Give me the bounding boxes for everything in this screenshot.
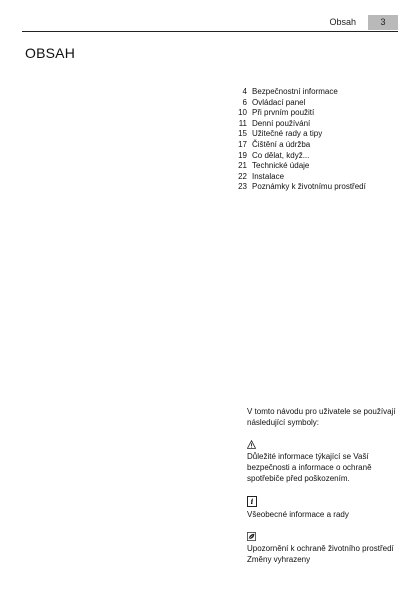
toc-page-number: 17 [238, 139, 247, 149]
toc-label: Čištění a údržba [252, 139, 311, 149]
toc-label: Poznámky k životnímu prostředí [252, 182, 366, 192]
warning-block [247, 440, 397, 484]
environment-icon [247, 532, 256, 541]
toc-label: Co dělat, když... [252, 150, 310, 160]
toc-entry[interactable] [225, 129, 366, 140]
toc-label: Instalace [252, 171, 285, 181]
toc-page-number: 19 [238, 150, 247, 160]
section-title: OBSAH [25, 45, 76, 61]
toc-page-number: 6 [242, 97, 247, 107]
symbols-intro: V tomto návodu pro uživatele se používají následující symboly: [247, 407, 396, 427]
toc-page-number: 15 [238, 129, 247, 139]
toc-label: Technické údaje [252, 161, 310, 171]
toc-label: Při prvním použití [252, 108, 315, 118]
toc-entry[interactable] [225, 161, 366, 172]
symbols-section [247, 406, 397, 565]
toc-entry[interactable] [225, 119, 366, 130]
toc-page-number: 10 [238, 108, 247, 118]
toc-entry[interactable] [225, 151, 366, 162]
header-title: Obsah [329, 17, 356, 27]
toc-label: Ovládací panel [252, 97, 306, 107]
toc-page-number: 22 [238, 171, 247, 181]
toc-entry[interactable] [225, 108, 366, 119]
toc-label: Bezpečnostní informace [252, 87, 338, 96]
toc-entry[interactable] [225, 87, 366, 98]
header-divider [22, 31, 398, 32]
toc-label: Denní používání [252, 118, 311, 128]
toc-entry[interactable] [225, 98, 366, 109]
page-number: 3 [368, 15, 398, 30]
footer-note: Změny vyhrazeny [247, 555, 311, 564]
toc-entry[interactable] [225, 182, 366, 193]
toc-entry[interactable] [225, 140, 366, 151]
info-text: Všeobecné informace a rady [247, 510, 349, 519]
toc-label: Užitečné rady a tipy [252, 129, 323, 139]
warning-text: Důležité informace týkající se Vaší bezpečnosti a informace o ochraně spotřebiče před poškozením. [247, 452, 372, 483]
info-block [247, 496, 397, 520]
table-of-contents [225, 87, 366, 193]
info-icon: i [247, 496, 257, 507]
toc-page-number: 23 [238, 182, 247, 192]
environment-text: Upozornění k ochraně životního prostředí [247, 544, 394, 553]
warning-triangle-icon [247, 440, 256, 449]
toc-page-number: 4 [242, 87, 247, 96]
environment-block [247, 532, 397, 554]
toc-page-number: 21 [238, 161, 247, 171]
toc-entry[interactable] [225, 172, 366, 183]
toc-page-number: 11 [238, 118, 247, 128]
